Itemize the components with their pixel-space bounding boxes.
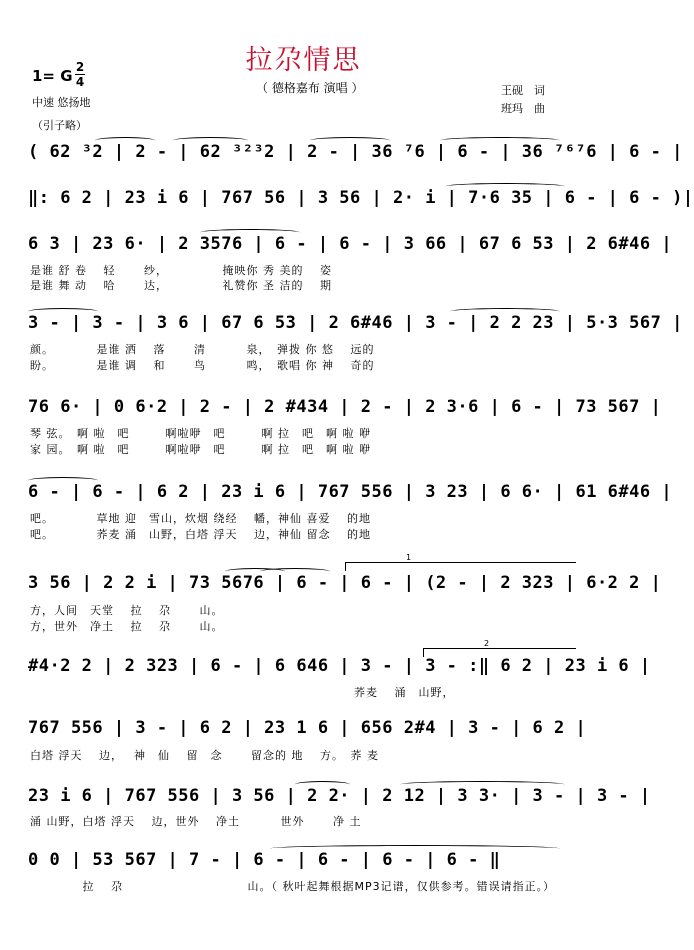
song-title: 拉尕情思 xyxy=(245,45,362,76)
slur xyxy=(173,137,248,144)
slur xyxy=(200,229,300,236)
lyric-line-8: 荞麦 涌 山野， xyxy=(30,686,455,699)
lyric-line-4-verse-2: 盼。 是谁 调 和 鸟 鸣， 歌唱 你 神 奇的 xyxy=(30,359,375,372)
lyric-line-7-verse-1: 方，人间 天堂 拉 尕 山。 xyxy=(30,604,224,617)
lyric-line-9: 白塔 浮天 边， 神 仙 留 念 留念的 地 方。 荞 麦 xyxy=(30,749,379,762)
lyric-line-3-verse-1: 是谁 舒 卷 轻 纱， 掩映你 秀 美的 姿 xyxy=(30,264,332,277)
notation-line-8: #4·2 2 | 2 323 | 6 - | 6 646 | 3 - | 3 - :‖ 6 2 | 23 i 6 | xyxy=(28,656,651,676)
meter-top: 2 xyxy=(75,60,85,74)
slur xyxy=(400,781,565,788)
first-ending-bracket xyxy=(345,553,576,571)
slur xyxy=(28,477,98,484)
notation-line-4: 3 - | 3 - | 3 6 | 67 6 53 | 2 6#46 | 3 - | 2 2 23 | 5·3 567 | xyxy=(28,313,683,333)
slur xyxy=(295,781,350,788)
lyric-line-4-verse-1: 颜。 是谁 洒 落 清 泉， 弹拨 你 悠 远的 xyxy=(30,343,375,356)
time-signature xyxy=(75,61,85,88)
lyric-line-5-verse-1: 琴 弦。 啊 啦 吧 啊啦咿 吧 啊 拉 吧 啊 啦 咿 xyxy=(30,427,371,440)
slur xyxy=(445,183,565,190)
notation-line-3: 6 3 | 23 6· | 2 3576 | 6 - | 6 - | 3 66 | 67 6 53 | 2 6#46 | xyxy=(28,234,673,254)
slur xyxy=(28,308,98,315)
slur xyxy=(260,568,330,575)
tempo-marking: 中速 悠扬地 xyxy=(32,96,91,109)
slur xyxy=(270,845,560,852)
lyric-line-3-verse-2: 是谁 舞 动 哈 达， 礼赞你 圣 洁的 期 xyxy=(30,279,332,292)
lyric-line-6-verse-2: 吧。 荞麦 涌 山野，白塔 浮天 边，神仙 留念 的地 xyxy=(30,528,371,541)
lyricist-credit: 王砚 词 xyxy=(501,84,545,97)
volta-label-1: 1 xyxy=(406,553,412,562)
lyric-line-11: 拉 尕 山。（ 秋叶起舞根据MP3记谱，仅供参考。错误请指正。） xyxy=(30,880,556,893)
notation-line-2: ‖: 6 2 | 23 i 6 | 767 56 | 3 56 | 2· i | 7·6 35 | 6 - | 6 - )| xyxy=(28,188,694,208)
notation-line-11: 0 0 | 53 567 | 7 - | 6 - | 6 - | 6 - | 6 - ‖ xyxy=(28,850,501,870)
notation-line-5: 76 6· | 0 6·2 | 2 - | 2 #434 | 2 - | 2 3·6 | 6 - | 73 567 | xyxy=(28,397,662,417)
lyric-line-5-verse-2: 家 园。 啊 啦 吧 啊啦咿 吧 啊 拉 吧 啊 啦 咿 xyxy=(30,443,371,456)
volta-label-2: 2 xyxy=(484,639,490,648)
slur xyxy=(95,137,155,144)
performer-credit: （ 德格嘉布 演唱 ） xyxy=(256,81,364,95)
slur xyxy=(310,137,390,144)
lyric-line-10: 涌 山野，白塔 浮天 边，世外 净土 世外 净 土 xyxy=(30,815,362,828)
key-signature: 1= G xyxy=(32,67,73,85)
notation-line-1: ( 62 ³2 | 2 - | 62 ³²³2 | 2 - | 36 ⁷6 | 6 - | 36 ⁷⁶⁷6 | 6 - | xyxy=(28,142,683,162)
notation-line-7: 3 56 | 2 2 i | 73 5676 | 6 - | 6 - | (2 - | 2 323 | 6·2 2 | xyxy=(28,573,662,593)
meter-bottom: 4 xyxy=(75,75,85,89)
notation-line-9: 767 556 | 3 - | 6 2 | 23 1 6 | 656 2#4 | 3 - | 6 2 | xyxy=(28,718,587,738)
lyric-line-7-verse-2: 方，世外 净土 拉 尕 山。 xyxy=(30,620,224,633)
composer-credit: 班玛 曲 xyxy=(501,102,545,115)
notation-line-6: 6 - | 6 - | 6 2 | 23 i 6 | 767 556 | 3 23 | 6 6· | 61 6#46 | xyxy=(28,482,673,502)
intro-note: （引子略） xyxy=(32,119,87,132)
slur xyxy=(440,137,560,144)
lyric-line-6-verse-1: 吧。 草地 迎 雪山，炊烟 绕经 幡，神仙 喜爱 的地 xyxy=(30,512,371,525)
slur xyxy=(450,308,560,315)
notation-line-10: 23 i 6 | 767 556 | 3 56 | 2 2· | 2 12 | 3 3· | 3 - | 3 - | xyxy=(28,786,651,806)
